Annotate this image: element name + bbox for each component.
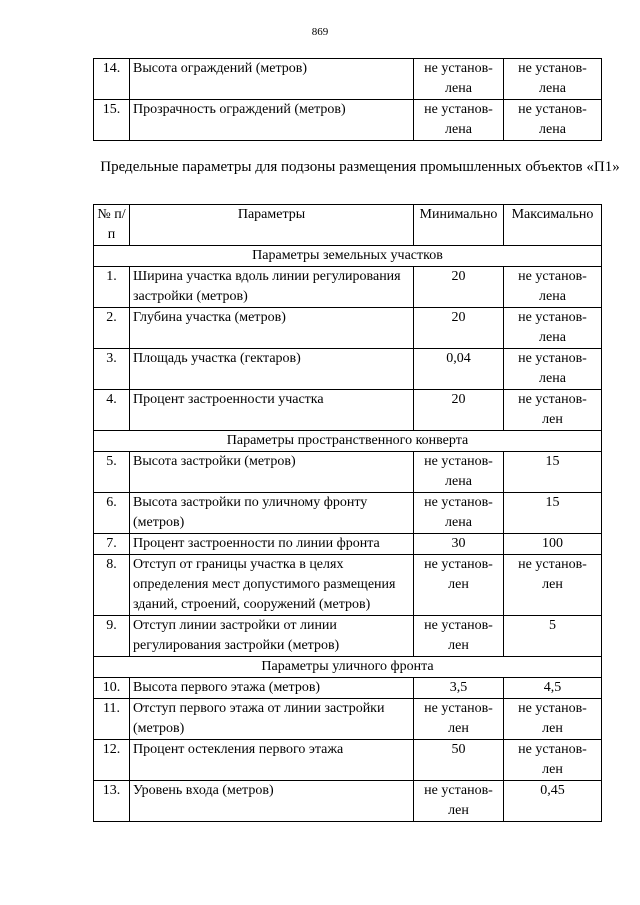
row-number: 12. [94,740,130,781]
table-row [94,349,602,390]
parameter-name: Глубина участка (метров) [130,308,414,349]
table-row [94,740,602,781]
max-value: не установ- лен [504,740,602,781]
min-value: не установ- лен [414,699,504,740]
row-number: 9. [94,616,130,657]
row-number: 3. [94,349,130,390]
header-row [94,205,602,246]
max-value: 15 [504,452,602,493]
max-value: не установ- лен [504,699,602,740]
section-row [94,657,602,678]
table-row [94,308,602,349]
parameter-name: Высота ограждений (метров) [130,59,414,100]
row-number: 14. [94,59,130,100]
parameter-name: Процент остекления первого этажа [130,740,414,781]
row-number: 2. [94,308,130,349]
min-value: не установ- лен [414,616,504,657]
row-number: 8. [94,555,130,616]
parameter-name: Ширина участка вдоль линии регулирования застройки (метров) [130,267,414,308]
table-row [94,616,602,657]
section-title: Параметры уличного фронта [94,657,602,678]
min-value: 30 [414,534,504,555]
parameter-name: Процент застроенности участка [130,390,414,431]
max-value: 0,45 [504,781,602,822]
max-value: 15 [504,493,602,534]
table-row [94,781,602,822]
row-number: 10. [94,678,130,699]
parameter-name: Площадь участка (гектаров) [130,349,414,390]
min-value: не установ- лена [414,493,504,534]
min-value: не установ- лена [414,452,504,493]
parameter-name: Высота первого этажа (метров) [130,678,414,699]
table-row [94,59,602,100]
section-title: Параметры земельных участков [94,246,602,267]
max-value: не установ- лена [504,59,602,100]
max-value: 100 [504,534,602,555]
page-number: 869 [311,26,329,38]
table-row [94,493,602,534]
row-number: 6. [94,493,130,534]
table-row [94,699,602,740]
min-value: 20 [414,390,504,431]
parameter-name: Отступ линии застройки от линии регулирования застройки (метров) [130,616,414,657]
max-value: не установ- лена [504,100,602,141]
top-parameters-table [93,58,602,141]
table-row [94,267,602,308]
min-value: не установ- лена [414,59,504,100]
table-caption: Предельные параметры для подзоны размещения промышленных объектов «П1» [100,159,620,175]
parameter-name: Отступ первого этажа от линии застройки (метров) [130,699,414,740]
min-value: 3,5 [414,678,504,699]
row-number: 15. [94,100,130,141]
min-value: не установ- лен [414,781,504,822]
max-value: 4,5 [504,678,602,699]
min-value: 0,04 [414,349,504,390]
min-value: 20 [414,308,504,349]
table-row [94,452,602,493]
row-number: 1. [94,267,130,308]
parameter-name: Уровень входа (метров) [130,781,414,822]
table-row [94,534,602,555]
max-value: не установ- лена [504,267,602,308]
max-value: не установ- лен [504,555,602,616]
row-number: 5. [94,452,130,493]
row-number: 11. [94,699,130,740]
table-row [94,555,602,616]
row-number: 7. [94,534,130,555]
parameter-name: Отступ от границы участка в целях определения мест допустимого размещения зданий, строений, сооружений (метров) [130,555,414,616]
max-value: не установ- лена [504,308,602,349]
min-value: не установ- лена [414,100,504,141]
parameter-name: Прозрачность ограждений (метров) [130,100,414,141]
min-value: не установ- лен [414,555,504,616]
header-min: Минимально [414,205,504,246]
header-max: Максимально [504,205,602,246]
section-title: Параметры пространственного конверта [94,431,602,452]
parameter-name: Процент застроенности по линии фронта [130,534,414,555]
max-value: не установ- лен [504,390,602,431]
p1-parameters-table [93,204,602,822]
section-row [94,431,602,452]
max-value: 5 [504,616,602,657]
header-parameters: Параметры [130,205,414,246]
table-row [94,678,602,699]
max-value: не установ- лена [504,349,602,390]
table-row [94,100,602,141]
min-value: 20 [414,267,504,308]
min-value: 50 [414,740,504,781]
parameter-name: Высота застройки (метров) [130,452,414,493]
row-number: 13. [94,781,130,822]
parameter-name: Высота застройки по уличному фронту (метров) [130,493,414,534]
header-number: № п/п [94,205,130,246]
row-number: 4. [94,390,130,431]
section-row [94,246,602,267]
table-row [94,390,602,431]
